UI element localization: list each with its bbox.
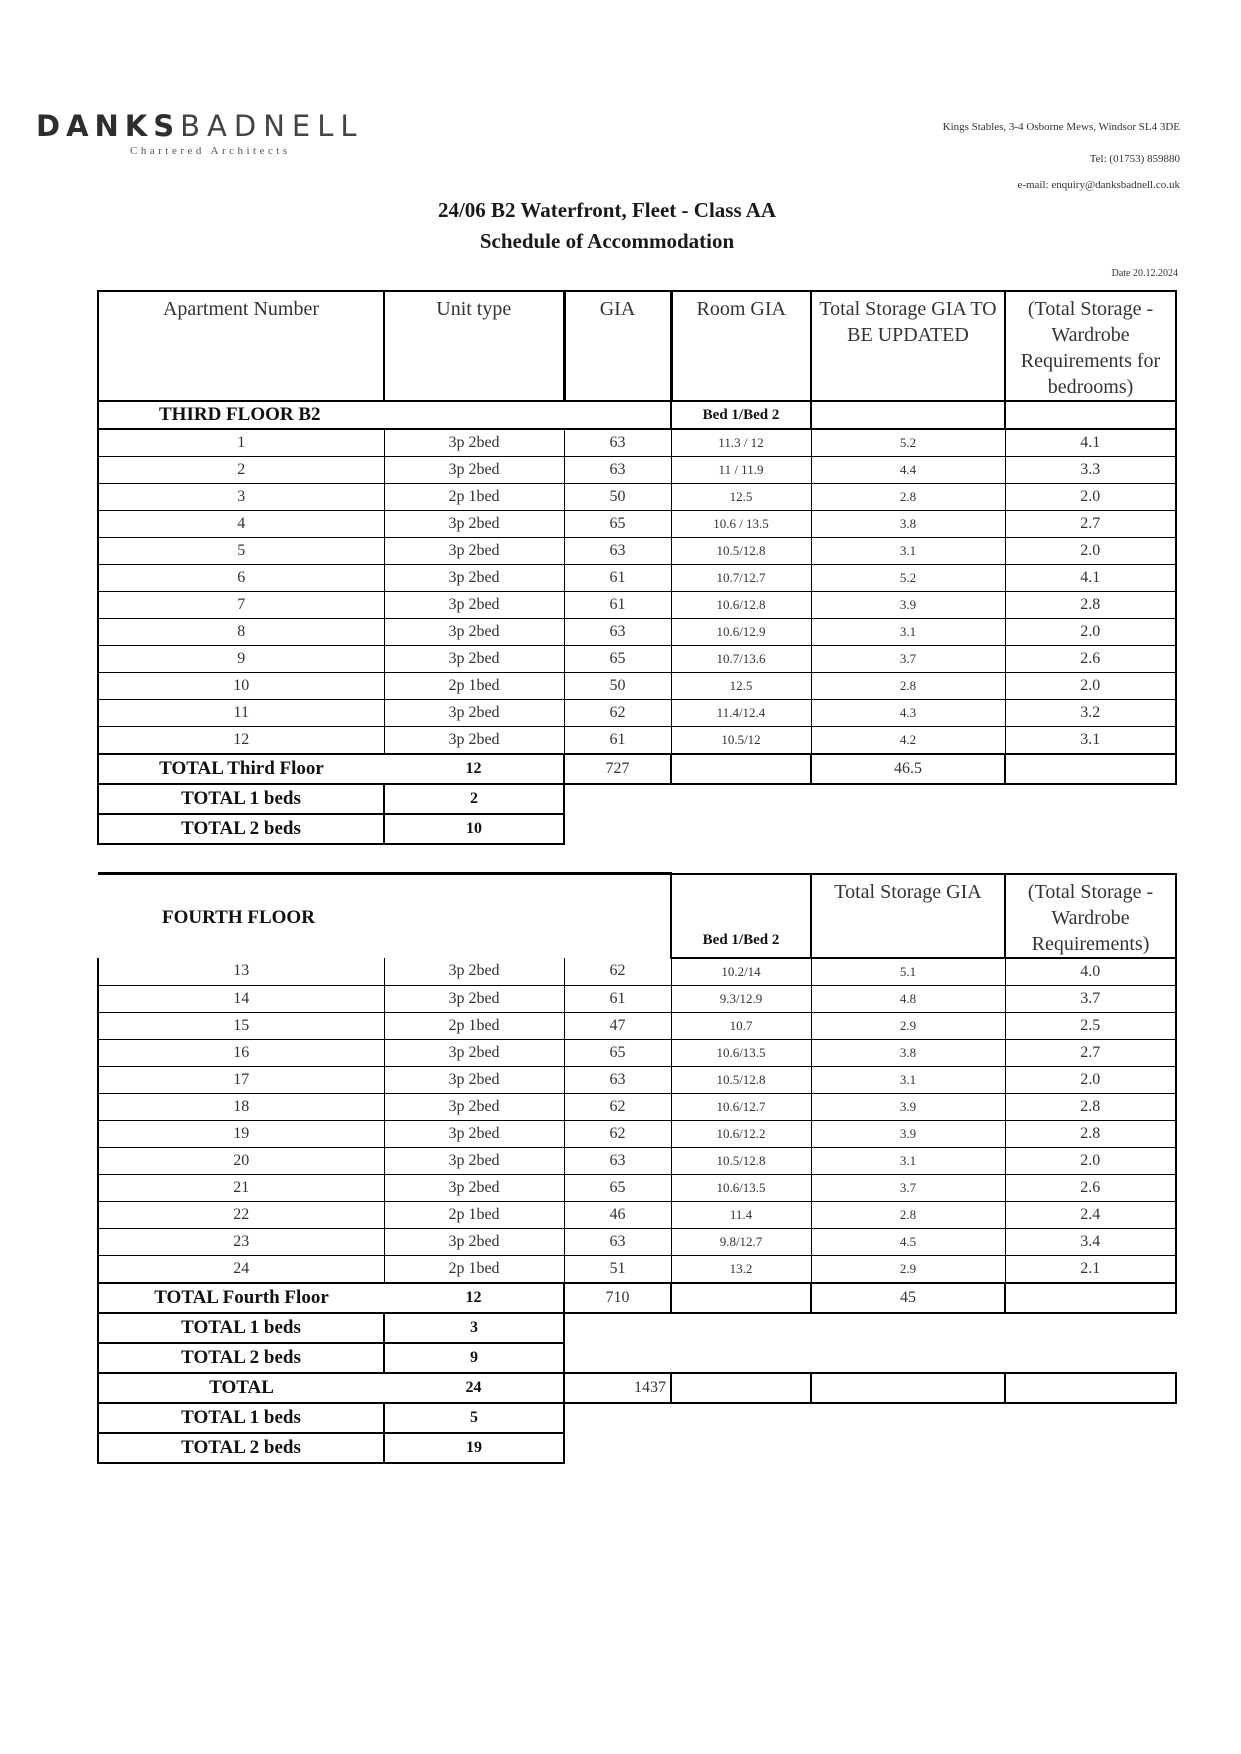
grand-two-beds-label: TOTAL 2 beds <box>98 1433 384 1463</box>
total-storage: 2.8 <box>811 1201 1005 1228</box>
room-gia: 12.5 <box>671 484 811 511</box>
total-storage: 3.8 <box>811 511 1005 538</box>
empty-cell <box>1005 1373 1176 1403</box>
wardrobe-storage: 2.0 <box>1005 673 1176 700</box>
room-gia: 10.6/12.9 <box>671 619 811 646</box>
table-row <box>98 1147 1176 1174</box>
apartment-number: 1 <box>98 429 384 457</box>
unit-gia: 63 <box>564 429 671 457</box>
unit-gia: 47 <box>564 1012 671 1039</box>
apartment-number: 23 <box>98 1228 384 1255</box>
wardrobe-storage: 3.2 <box>1005 700 1176 727</box>
header-unit-type: Unit type <box>384 291 564 401</box>
unit-type: 2p 1bed <box>384 673 564 700</box>
third-floor-total-gia: 727 <box>564 754 671 784</box>
apartment-number: 15 <box>98 1012 384 1039</box>
apartment-number: 17 <box>98 1066 384 1093</box>
grand-total-row <box>98 1373 1176 1403</box>
header-row <box>98 291 1176 401</box>
total-storage: 2.9 <box>811 1255 1005 1283</box>
empty-cell <box>1005 1283 1176 1313</box>
table-row <box>98 1174 1176 1201</box>
room-gia: 11.3 / 12 <box>671 429 811 457</box>
unit-type: 3p 2bed <box>384 700 564 727</box>
wardrobe-storage: 3.7 <box>1005 985 1176 1012</box>
apartment-number: 24 <box>98 1255 384 1283</box>
empty-cell <box>564 1343 1176 1373</box>
apartment-number: 4 <box>98 511 384 538</box>
table-row <box>98 1201 1176 1228</box>
unit-type: 3p 2bed <box>384 1093 564 1120</box>
logo-name-bold: DANKS <box>36 109 181 143</box>
apartment-number: 18 <box>98 1093 384 1120</box>
header-total-storage: Total Storage GIA <box>811 874 1005 958</box>
unit-type: 2p 1bed <box>384 1255 564 1283</box>
wardrobe-storage: 3.4 <box>1005 1228 1176 1255</box>
table-row <box>98 619 1176 646</box>
room-gia: 9.8/12.7 <box>671 1228 811 1255</box>
apartment-number: 12 <box>98 727 384 755</box>
empty-cell <box>811 401 1005 429</box>
total-storage: 3.1 <box>811 1066 1005 1093</box>
table-row <box>98 1255 1176 1283</box>
document-date: Date 20.12.2024 <box>1111 268 1178 279</box>
apartment-number: 8 <box>98 619 384 646</box>
unit-gia: 63 <box>564 619 671 646</box>
wardrobe-storage: 3.3 <box>1005 457 1176 484</box>
unit-gia: 63 <box>564 538 671 565</box>
fourth-floor-total-storage: 45 <box>811 1283 1005 1313</box>
apartment-number: 21 <box>98 1174 384 1201</box>
room-gia: 10.2/14 <box>671 958 811 986</box>
room-gia: 12.5 <box>671 673 811 700</box>
unit-type: 3p 2bed <box>384 1174 564 1201</box>
unit-gia: 63 <box>564 457 671 484</box>
contact-address: Kings Stables, 3-4 Osborne Mews, Windsor SL4 3DE <box>942 121 1180 133</box>
total-storage: 4.4 <box>811 457 1005 484</box>
wardrobe-storage: 3.1 <box>1005 727 1176 755</box>
grand-two-beds: 19 <box>384 1433 564 1463</box>
table-row <box>98 457 1176 484</box>
third-floor-label: THIRD FLOOR B2 <box>98 401 671 429</box>
empty-cell <box>1005 401 1176 429</box>
table-row <box>98 538 1176 565</box>
table-row <box>98 958 1176 986</box>
wardrobe-storage: 2.0 <box>1005 538 1176 565</box>
empty-cell <box>671 1373 811 1403</box>
total-storage: 4.5 <box>811 1228 1005 1255</box>
apartment-number: 13 <box>98 958 384 986</box>
wardrobe-storage: 2.6 <box>1005 646 1176 673</box>
empty-cell <box>1005 754 1176 784</box>
unit-type: 3p 2bed <box>384 457 564 484</box>
unit-type: 3p 2bed <box>384 985 564 1012</box>
unit-gia: 61 <box>564 565 671 592</box>
unit-gia: 61 <box>564 727 671 755</box>
apartment-number: 6 <box>98 565 384 592</box>
unit-type: 3p 2bed <box>384 429 564 457</box>
empty-cell <box>811 1373 1005 1403</box>
empty-cell <box>671 1283 811 1313</box>
header-room-gia: Room GIA <box>671 291 811 401</box>
unit-type: 2p 1bed <box>384 1201 564 1228</box>
empty-cell <box>564 784 1176 814</box>
room-gia: 10.6 / 13.5 <box>671 511 811 538</box>
unit-type: 3p 2bed <box>384 1120 564 1147</box>
third-floor-one-beds-label: TOTAL 1 beds <box>98 784 384 814</box>
total-storage: 3.7 <box>811 646 1005 673</box>
table-row <box>98 592 1176 619</box>
total-storage: 3.9 <box>811 1120 1005 1147</box>
unit-type: 3p 2bed <box>384 565 564 592</box>
wardrobe-storage: 2.8 <box>1005 1120 1176 1147</box>
unit-type: 3p 2bed <box>384 646 564 673</box>
third-floor-two-beds: 10 <box>384 814 564 844</box>
logo-name-light: BADNELL <box>180 109 364 143</box>
fourth-floor-total-gia: 710 <box>564 1283 671 1313</box>
unit-gia: 61 <box>564 985 671 1012</box>
empty-cell <box>564 814 1176 844</box>
document-title: 24/06 B2 Waterfront, Fleet - Class AA <box>437 198 777 222</box>
header-gia: GIA <box>564 291 671 401</box>
unit-type: 3p 2bed <box>384 727 564 755</box>
company-logo <box>36 109 364 157</box>
third-floor-total-units: 12 <box>384 754 564 784</box>
wardrobe-storage: 2.0 <box>1005 1147 1176 1174</box>
header-wardrobe: (Total Storage - Wardrobe Requirements for bedrooms) <box>1005 291 1176 401</box>
table-row <box>98 1120 1176 1147</box>
wardrobe-storage: 2.0 <box>1005 484 1176 511</box>
third-floor-total-storage: 46.5 <box>811 754 1005 784</box>
empty-cell <box>671 754 811 784</box>
unit-type: 3p 2bed <box>384 511 564 538</box>
table-row <box>98 700 1176 727</box>
fourth-floor-label: FOURTH FLOOR <box>98 874 671 958</box>
total-storage: 2.9 <box>811 1012 1005 1039</box>
fourth-floor-two-beds-label: TOTAL 2 beds <box>98 1343 384 1373</box>
apartment-number: 16 <box>98 1039 384 1066</box>
total-storage: 5.2 <box>811 429 1005 457</box>
room-gia: 10.6/12.2 <box>671 1120 811 1147</box>
wardrobe-storage: 2.4 <box>1005 1201 1176 1228</box>
wardrobe-storage: 2.7 <box>1005 511 1176 538</box>
fourth-floor-rows <box>98 958 1176 1283</box>
fourth-floor-header-row <box>98 874 1176 958</box>
contact-email: e-mail: enquiry@danksbadnell.co.uk <box>1017 179 1180 191</box>
unit-gia: 65 <box>564 511 671 538</box>
third-floor-total-label: TOTAL Third Floor <box>98 754 384 784</box>
room-gia: 10.5/12.8 <box>671 1066 811 1093</box>
room-gia: 10.5/12 <box>671 727 811 755</box>
third-floor-one-beds: 2 <box>384 784 564 814</box>
header-total-storage: Total Storage GIA TO BE UPDATED <box>811 291 1005 401</box>
room-gia: 9.3/12.9 <box>671 985 811 1012</box>
unit-gia: 63 <box>564 1147 671 1174</box>
room-gia: 10.7/13.6 <box>671 646 811 673</box>
grand-total-label: TOTAL <box>98 1373 384 1403</box>
room-gia: 10.6/12.8 <box>671 592 811 619</box>
apartment-number: 20 <box>98 1147 384 1174</box>
wardrobe-storage: 2.5 <box>1005 1012 1176 1039</box>
unit-gia: 63 <box>564 1228 671 1255</box>
unit-gia: 63 <box>564 1066 671 1093</box>
unit-type: 2p 1bed <box>384 1012 564 1039</box>
unit-gia: 61 <box>564 592 671 619</box>
table-row <box>98 511 1176 538</box>
wardrobe-storage: 2.7 <box>1005 1039 1176 1066</box>
apartment-number: 9 <box>98 646 384 673</box>
table-row <box>98 985 1176 1012</box>
unit-type: 3p 2bed <box>384 958 564 986</box>
total-storage: 3.9 <box>811 592 1005 619</box>
third-floor-rows <box>98 429 1176 754</box>
fourth-floor-one-beds: 3 <box>384 1313 564 1343</box>
total-storage: 2.8 <box>811 484 1005 511</box>
unit-type: 3p 2bed <box>384 619 564 646</box>
document-subtitle: Schedule of Accommodation <box>479 229 735 253</box>
header-wardrobe: (Total Storage - Wardrobe Requirements) <box>1005 874 1176 958</box>
apartment-number: 7 <box>98 592 384 619</box>
room-gia: 13.2 <box>671 1255 811 1283</box>
total-storage: 4.2 <box>811 727 1005 755</box>
empty-cell <box>564 1403 1176 1433</box>
bed-column-header: Bed 1/Bed 2 <box>671 401 811 429</box>
table-row <box>98 484 1176 511</box>
total-storage: 3.9 <box>811 1093 1005 1120</box>
room-gia: 11 / 11.9 <box>671 457 811 484</box>
room-gia: 11.4/12.4 <box>671 700 811 727</box>
fourth-floor-table <box>97 872 1177 1464</box>
unit-gia: 65 <box>564 1039 671 1066</box>
logo-name <box>36 109 364 143</box>
total-storage: 4.8 <box>811 985 1005 1012</box>
logo-tagline: Chartered Architects <box>130 145 291 157</box>
table-row <box>98 1093 1176 1120</box>
fourth-floor-total-row <box>98 1283 1176 1313</box>
unit-type: 3p 2bed <box>384 1039 564 1066</box>
total-storage: 5.1 <box>811 958 1005 986</box>
room-gia: 10.5/12.8 <box>671 538 811 565</box>
total-storage: 3.1 <box>811 619 1005 646</box>
table-row <box>98 1012 1176 1039</box>
room-gia: 10.7 <box>671 1012 811 1039</box>
total-storage: 3.8 <box>811 1039 1005 1066</box>
wardrobe-storage: 2.0 <box>1005 619 1176 646</box>
total-storage: 5.2 <box>811 565 1005 592</box>
wardrobe-storage: 2.1 <box>1005 1255 1176 1283</box>
wardrobe-storage: 2.6 <box>1005 1174 1176 1201</box>
total-storage: 3.7 <box>811 1174 1005 1201</box>
table-row <box>98 429 1176 457</box>
grand-total-units: 24 <box>384 1373 564 1403</box>
fourth-floor-total-units: 12 <box>384 1283 564 1313</box>
wardrobe-storage: 2.8 <box>1005 1093 1176 1120</box>
grand-one-beds-label: TOTAL 1 beds <box>98 1403 384 1433</box>
unit-type: 2p 1bed <box>384 484 564 511</box>
third-floor-total-row <box>98 754 1176 784</box>
unit-type: 3p 2bed <box>384 1066 564 1093</box>
table-row <box>98 565 1176 592</box>
unit-gia: 51 <box>564 1255 671 1283</box>
apartment-number: 5 <box>98 538 384 565</box>
empty-cell <box>564 1433 1176 1463</box>
third-floor-one-beds-row <box>98 784 1176 814</box>
third-floor-table <box>97 290 1177 845</box>
unit-gia: 62 <box>564 1120 671 1147</box>
unit-gia: 50 <box>564 484 671 511</box>
grand-two-beds-row <box>98 1433 1176 1463</box>
room-gia: 10.5/12.8 <box>671 1147 811 1174</box>
fourth-floor-two-beds-row <box>98 1343 1176 1373</box>
wardrobe-storage: 2.8 <box>1005 592 1176 619</box>
room-gia: 10.6/13.5 <box>671 1174 811 1201</box>
fourth-floor-one-beds-label: TOTAL 1 beds <box>98 1313 384 1343</box>
wardrobe-storage: 2.0 <box>1005 1066 1176 1093</box>
unit-gia: 50 <box>564 673 671 700</box>
unit-gia: 65 <box>564 646 671 673</box>
table-row <box>98 1039 1176 1066</box>
room-gia: 11.4 <box>671 1201 811 1228</box>
grand-one-beds-row <box>98 1403 1176 1433</box>
table-row <box>98 1066 1176 1093</box>
third-floor-two-beds-row <box>98 814 1176 844</box>
third-floor-two-beds-label: TOTAL 2 beds <box>98 814 384 844</box>
wardrobe-storage: 4.1 <box>1005 429 1176 457</box>
room-gia: 10.7/12.7 <box>671 565 811 592</box>
total-storage: 3.1 <box>811 538 1005 565</box>
apartment-number: 10 <box>98 673 384 700</box>
wardrobe-storage: 4.0 <box>1005 958 1176 986</box>
table-row <box>98 1228 1176 1255</box>
header-apartment: Apartment Number <box>98 291 384 401</box>
total-storage: 2.8 <box>811 673 1005 700</box>
empty-cell <box>564 1313 1176 1343</box>
table-row <box>98 727 1176 755</box>
unit-gia: 62 <box>564 700 671 727</box>
contact-tel: Tel: (01753) 859880 <box>1089 153 1180 165</box>
unit-gia: 46 <box>564 1201 671 1228</box>
floor-label-row <box>98 401 1176 429</box>
room-gia: 10.6/12.7 <box>671 1093 811 1120</box>
bed-column-header: Bed 1/Bed 2 <box>671 874 811 958</box>
unit-gia: 62 <box>564 958 671 986</box>
apartment-number: 11 <box>98 700 384 727</box>
unit-type: 3p 2bed <box>384 538 564 565</box>
wardrobe-storage: 4.1 <box>1005 565 1176 592</box>
apartment-number: 2 <box>98 457 384 484</box>
fourth-floor-two-beds: 9 <box>384 1343 564 1373</box>
table-row <box>98 673 1176 700</box>
room-gia: 10.6/13.5 <box>671 1039 811 1066</box>
total-storage: 4.3 <box>811 700 1005 727</box>
grand-one-beds: 5 <box>384 1403 564 1433</box>
apartment-number: 19 <box>98 1120 384 1147</box>
unit-gia: 65 <box>564 1174 671 1201</box>
apartment-number: 22 <box>98 1201 384 1228</box>
apartment-number: 14 <box>98 985 384 1012</box>
unit-type: 3p 2bed <box>384 592 564 619</box>
fourth-floor-total-label: TOTAL Fourth Floor <box>98 1283 384 1313</box>
unit-gia: 62 <box>564 1093 671 1120</box>
apartment-number: 3 <box>98 484 384 511</box>
grand-total-gia: 1437 <box>564 1373 671 1403</box>
unit-type: 3p 2bed <box>384 1228 564 1255</box>
table-row <box>98 646 1176 673</box>
unit-type: 3p 2bed <box>384 1147 564 1174</box>
total-storage: 3.1 <box>811 1147 1005 1174</box>
fourth-floor-one-beds-row <box>98 1313 1176 1343</box>
